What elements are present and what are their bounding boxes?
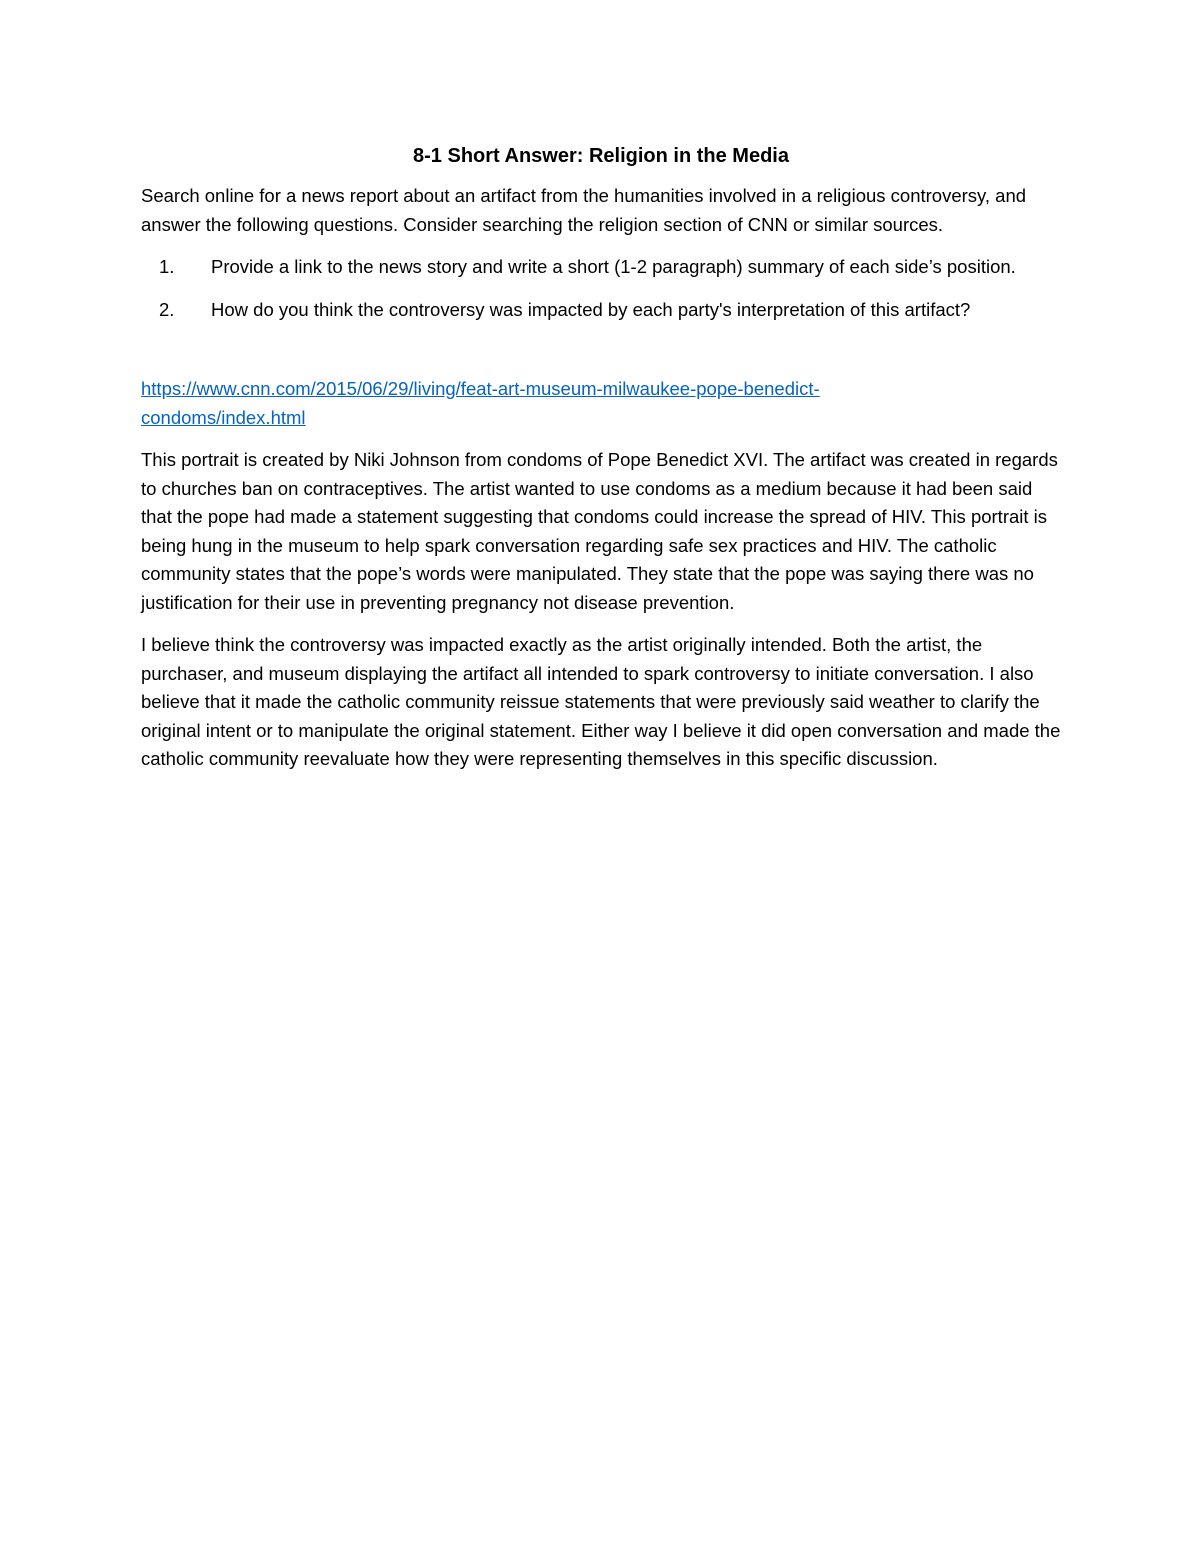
blank-line: [141, 338, 1061, 375]
question-number: 2.: [159, 298, 175, 320]
news-story-link[interactable]: [141, 378, 820, 428]
question-item-1: [141, 253, 1061, 282]
question-text: How do you think the controversy was impacted by each party's interpretation of this artifact?: [211, 298, 971, 320]
document-body: [141, 142, 1061, 788]
summary-paragraph: This portrait is created by Niki Johnson from condoms of Pope Benedict XVI. The artifact was created in regards to churches ban on contraceptives. The artist wanted to use condoms as a medium because it had been said that the pope had made a statement suggesting that condoms could increase the spread of HIV. This portrait is being hung in the museum to help spark conversation regarding safe sex practices and HIV. The catholic community states that the pope’s words were manipulated. They state that the pope was saying there was no justification for their use in preventing pregnancy not disease prevention.: [141, 449, 1058, 613]
question-list: [141, 253, 1061, 324]
document-title: 8-1 Short Answer: Religion in the Media: [413, 145, 789, 167]
news-link-text-line-2: condoms/index.html: [141, 406, 306, 428]
question-text: Provide a link to the news story and write a short (1-2 paragraph) summary of each side’s position.: [211, 256, 1016, 277]
news-link-text-line-1: https://www.cnn.com/2015/06/29/living/feat-art-museum-milwaukee-pope-benedict-: [141, 378, 820, 399]
opinion-paragraph: I believe think the controversy was impacted exactly as the artist originally intended. Both the artist, the purchaser, and museum displaying the artifact all intended to spark controversy to initiate conversation. I also believe that it made the catholic community reissue statements that were previously said weather to clarify the original intent or to manipulate the original statement. Either way I believe it did open conversation and made the catholic community reevaluate how they were representing themselves in this specific discussion.: [141, 634, 1061, 769]
question-number: 1.: [159, 256, 175, 277]
intro-paragraph: Search online for a news report about an artifact from the humanities involved in a religious controversy, and answer the following questions. Consider searching the religion section of CNN or similar sources.: [141, 185, 1027, 235]
question-item-2: [141, 296, 1061, 325]
news-link-paragraph: [141, 375, 1061, 432]
